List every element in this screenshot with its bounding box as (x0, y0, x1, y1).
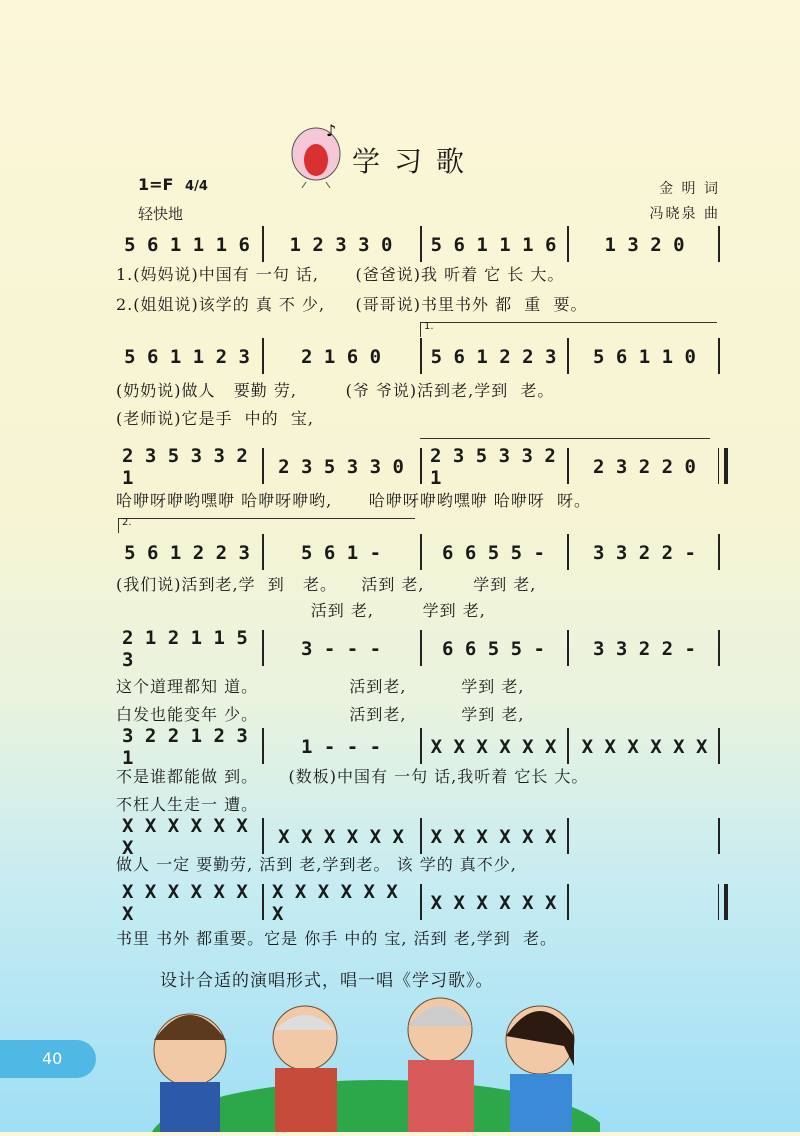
measure: 3 2 2 1 2 3 1 (122, 725, 248, 769)
barline (567, 630, 569, 666)
time-signature: 4/4 (185, 179, 208, 194)
measure: 1 3 2 0 (604, 234, 685, 256)
barline (262, 630, 264, 666)
barline (420, 630, 422, 666)
measure: 2 3 5 3 3 0 (278, 456, 404, 478)
measure: 5 6 1 1 2 3 (124, 346, 250, 368)
measure: X X X X X X (430, 892, 557, 914)
notation-row (112, 538, 722, 568)
lyric-line: 这个道理都知 道。 活到老, 学到 老, (116, 677, 525, 696)
barline (262, 338, 264, 374)
barline (420, 338, 422, 374)
barline (567, 338, 569, 374)
barline (262, 884, 264, 920)
measure: X X X X X X (581, 736, 708, 758)
barline-end (718, 884, 728, 920)
instruction-text: 设计合适的演唱形式，唱一唱《学习歌》。 (160, 971, 494, 991)
measure: 2 1 6 0 (300, 346, 382, 368)
composer-credit: 冯晓泉 曲 (649, 206, 720, 222)
barline (567, 534, 569, 570)
lyric-line: (奶奶说)做人 要勤 劳, (爷 爷说)活到老,学到 老。 (116, 381, 555, 400)
measure: 2 3 2 2 0 (593, 456, 696, 478)
barline (262, 534, 264, 570)
barline-end (718, 338, 720, 374)
tempo-marking: 轻快地 (138, 205, 184, 223)
notation-row (112, 725, 722, 769)
barline-end (718, 728, 720, 764)
barline (262, 448, 264, 484)
measure: X X X X X X (430, 826, 557, 848)
measure: 5 6 1 - (300, 542, 382, 564)
barline (262, 818, 264, 854)
barline (420, 534, 422, 570)
barline (420, 448, 422, 484)
lyric-line: 2.(姐姐说)该学的 真 不 少, (哥哥说)书里书外 都 重 要。 (116, 295, 588, 314)
notation-row (112, 881, 722, 925)
lyric-line: 书里 书外 都重要。它是 你手 中的 宝, 活到 老,学到 老。 (116, 929, 557, 948)
lyric-line: 1.(妈妈说)中国有 一句 话, (爸爸说)我 听着 它 长 大。 (116, 265, 565, 284)
page-number: 40 (42, 1049, 63, 1068)
barline (567, 884, 569, 920)
lyricist-credit: 金 明 词 (659, 181, 720, 197)
measure: 3 3 2 2 - (593, 638, 696, 660)
lyric-line: 不是谁都能做 到。 (数板)中国有 一句 话,我听着 它长 大。 (116, 767, 589, 786)
barline (420, 818, 422, 854)
measure: 5 6 1 1 0 (593, 346, 696, 368)
measure: 5 6 1 2 2 3 (124, 542, 250, 564)
measure: 3 3 2 2 - (593, 542, 696, 564)
measure (577, 822, 712, 852)
singing-mouth-icon (288, 122, 344, 192)
measure: 2 1 2 1 1 5 3 (122, 627, 248, 671)
measure: X X X X X X X (122, 815, 248, 859)
barline-end (718, 818, 720, 854)
lyric-line: 做人 一定 要勤劳, 活到 老,学到老。 该 学的 真不少, (116, 855, 517, 874)
notation-row (112, 445, 722, 489)
song-title: 学习歌 (352, 145, 479, 178)
barline-end (718, 226, 720, 262)
barline-end (718, 534, 720, 570)
measure: X X X X X X X (122, 881, 248, 925)
notation-row (112, 342, 722, 372)
measure: 2 3 5 3 3 2 1 (430, 445, 556, 489)
first-ending-bracket: 1. (420, 322, 717, 337)
measure: 1 - - - (300, 736, 382, 758)
barline (420, 884, 422, 920)
barline (567, 728, 569, 764)
barline-end (718, 630, 720, 666)
measure: 2 3 5 3 3 2 1 (122, 445, 248, 489)
notation-row (112, 815, 722, 859)
measure: 3 - - - (300, 638, 382, 660)
barline (420, 728, 422, 764)
first-ending-bracket-line (420, 438, 710, 453)
measure: 5 6 1 2 2 3 (430, 346, 557, 368)
barline (567, 818, 569, 854)
measure: 6 6 5 5 - (442, 542, 545, 564)
barline (567, 226, 569, 262)
measure: X X X X X X (430, 736, 557, 758)
svg-text:♪: ♪ (326, 122, 337, 140)
lyric-line: (我们说)活到老,学 到 老。 活到 老, 学到 老, (116, 575, 537, 594)
measure: 5 6 1 1 1 6 (430, 234, 557, 256)
second-ending-bracket: 2. (118, 518, 415, 533)
key-signature: 1=F 4/4 (138, 175, 208, 194)
notation-row (112, 230, 722, 260)
barline (420, 226, 422, 262)
measure: X X X X X X (278, 826, 404, 848)
measure: 5 6 1 1 1 6 (124, 234, 250, 256)
measure (577, 888, 712, 918)
barline (262, 226, 264, 262)
barline (567, 448, 569, 484)
notation-row (112, 627, 722, 671)
lyric-line: 哈咿呀咿哟嘿咿 哈咿呀咿哟, 哈咿呀咿哟嘿咿 哈咿呀 呀。 (116, 491, 591, 510)
lyric-line: 活到 老, 学到 老, (116, 601, 486, 620)
lyric-line: (老师说)它是手 中的 宝, (116, 409, 314, 428)
lyric-line: 不枉人生走一 遭。 (116, 795, 259, 814)
barline (262, 728, 264, 764)
family-illustration (140, 990, 600, 1136)
barline-end (718, 448, 728, 484)
page-number-tab (0, 1040, 96, 1078)
lyric-line: 白发也能变年 少。 活到老, 学到 老, (116, 705, 525, 724)
measure: 6 6 5 5 - (442, 638, 545, 660)
measure: X X X X X X X (272, 881, 398, 925)
measure: 1 2 3 3 0 (289, 234, 393, 256)
